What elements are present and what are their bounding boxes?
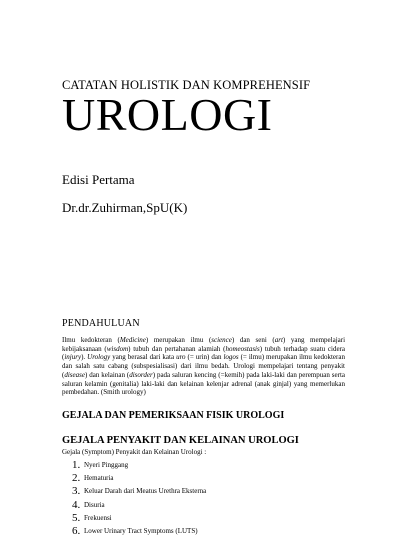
section-heading-symptoms: GEJALA PENYAKIT DAN KELAINAN UROLOGI: [62, 435, 299, 446]
text-run: Ilmu kedokteran (: [62, 336, 120, 344]
text-run: ) pada saluran kencing (=kemih) pada laki-laki dan perempuan serta saluran kelamin (genitalia) laki-laki dan kelainan kelenjar adrenal (anak ginjal) yang memerlukan pembedahan. (Smith urology): [62, 370, 345, 397]
edition-label: Edisi Pertama: [62, 172, 135, 187]
list-item-number: 4.: [72, 498, 81, 511]
author-name: Dr.dr.Zuhirman,SpU(K): [62, 200, 188, 215]
book-title: UROLOGI: [62, 89, 273, 140]
list-item: [72, 485, 206, 498]
introduction-paragraph: [62, 336, 345, 397]
symptom-list-intro: Gejala (Symptom) Penyakit dan Kelainan Urologi :: [62, 448, 207, 456]
list-item-number: 3.: [72, 485, 81, 498]
italic-term: art: [274, 336, 283, 344]
list-item-number: 2.: [72, 471, 81, 484]
symptom-list: [72, 458, 206, 538]
list-item-label: Lower Urinary Tract Symptoms (LUTS): [84, 527, 198, 536]
text-run: ) dan kelainan (: [84, 370, 130, 379]
italic-term: wisdom: [106, 344, 129, 353]
text-run: (= urin) dan: [185, 353, 224, 362]
italic-term: logos: [223, 353, 239, 362]
italic-term: Urology: [87, 353, 111, 362]
list-item-number: 5.: [72, 511, 81, 524]
italic-term: disorder: [129, 370, 153, 379]
italic-term: science: [211, 336, 232, 344]
list-item-label: Keluar Darah dari Meatus Urethra Eksterna: [84, 487, 207, 496]
text-run: (= ilmu) merupakan ilmu kedokteran dan salah satu cabang (subspesialisasi) dari ilmu bedah. Urologi mempelajari tentang penyakit (: [62, 353, 345, 379]
list-item-number: 6.: [72, 525, 81, 538]
list-item: [72, 524, 206, 537]
introduction-text: [62, 336, 345, 397]
italic-term: uro: [176, 353, 186, 362]
introduction-heading: PENDAHULUAN: [62, 318, 140, 329]
italic-term: homeostasis: [225, 344, 260, 353]
text-run: ) tubuh terhadap suatu cidera (: [62, 344, 345, 362]
section-heading-physical-exam: GEJALA DAN PEMERIKSAAN FISIK UROLOGI: [62, 410, 285, 421]
list-item: [72, 458, 206, 471]
list-item-number: 1.: [72, 458, 81, 471]
italic-term: injury: [64, 353, 82, 362]
italic-term: Medicine: [119, 336, 146, 344]
text-run: ) merupakan ilmu (: [145, 336, 212, 344]
list-item-label: Nyeri Pinggang: [84, 460, 129, 469]
list-item-label: Hematuria: [84, 473, 114, 482]
text-run: ).: [81, 353, 88, 362]
italic-term: disease: [64, 370, 85, 379]
text-run: yang berasal dari kata: [110, 353, 177, 362]
book-supertitle: CATATAN HOLISTIK DAN KOMPREHENSIF: [62, 78, 311, 92]
list-item: [72, 471, 206, 484]
list-item-label: Frekuensi: [84, 513, 112, 522]
text-run: ) tubuh dan pertahanan alamiah (: [128, 344, 226, 353]
text-run: ) yang mempelajari kebijaksanaan (: [62, 336, 346, 353]
list-item-label: Disuria: [84, 500, 105, 509]
list-item: [72, 511, 206, 524]
text-run: ) dan seni (: [231, 336, 275, 344]
list-item: [72, 498, 206, 511]
